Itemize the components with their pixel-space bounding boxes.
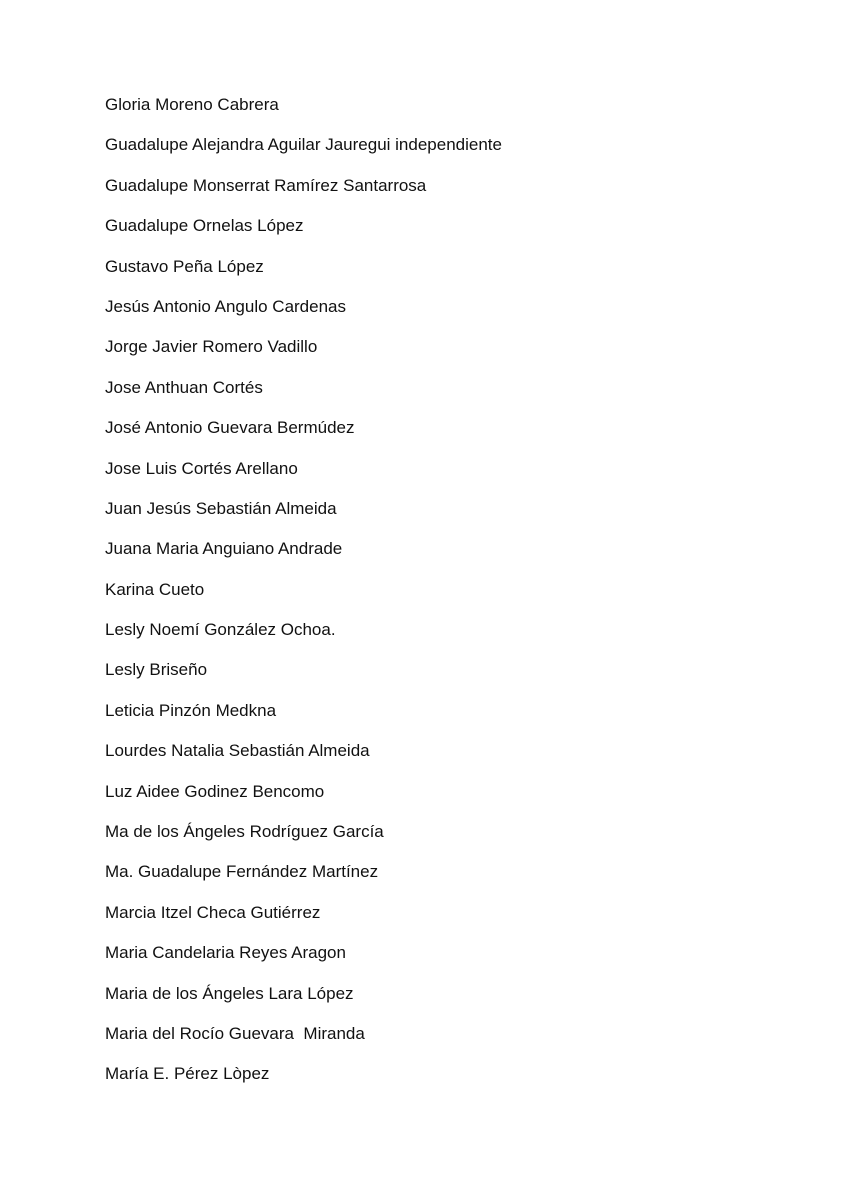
list-item: Maria Candelaria Reyes Aragon — [105, 943, 346, 963]
list-item: Marcia Itzel Checa Gutiérrez — [105, 902, 321, 922]
list-item: Maria de los Ángeles Lara López — [105, 983, 354, 1003]
list-item: Gustavo Peña López — [105, 256, 264, 276]
name-list — [105, 93, 502, 1103]
list-item: Jesús Antonio Angulo Cardenas — [105, 296, 347, 316]
list-item: Jose Anthuan Cortés — [105, 377, 263, 397]
list-item: Lesly Briseño — [105, 660, 208, 680]
list-item: Luz Aidee Godinez Bencomo — [105, 781, 325, 801]
list-item: Juan Jesús Sebastián Almeida — [105, 498, 337, 518]
list-item: José Antonio Guevara Bermúdez — [105, 418, 355, 438]
list-item: Ma. Guadalupe Fernández Martínez — [105, 862, 379, 882]
list-item: Jose Luis Cortés Arellano — [105, 458, 298, 478]
list-item: Ma de los Ángeles Rodríguez García — [105, 822, 384, 842]
list-item: Lesly Noemí González Ochoa. — [105, 620, 336, 640]
list-item: Juana Maria Anguiano Andrade — [105, 539, 343, 559]
list-item: Guadalupe Ornelas López — [105, 216, 304, 236]
list-item: María E. Pérez Lòpez — [105, 1064, 270, 1084]
list-item: Guadalupe Alejandra Aguilar Jauregui independiente — [105, 135, 502, 155]
list-item: Guadalupe Monserrat Ramírez Santarrosa — [105, 175, 427, 195]
list-item: Jorge Javier Romero Vadillo — [105, 337, 318, 357]
list-item: Gloria Moreno Cabrera — [105, 95, 279, 114]
list-item: Lourdes Natalia Sebastián Almeida — [105, 741, 370, 761]
list-item: Leticia Pinzón Medkna — [105, 700, 277, 720]
list-item: Karina Cueto — [105, 579, 205, 599]
list-item: Maria del Rocío Guevara Miranda — [105, 1023, 365, 1043]
